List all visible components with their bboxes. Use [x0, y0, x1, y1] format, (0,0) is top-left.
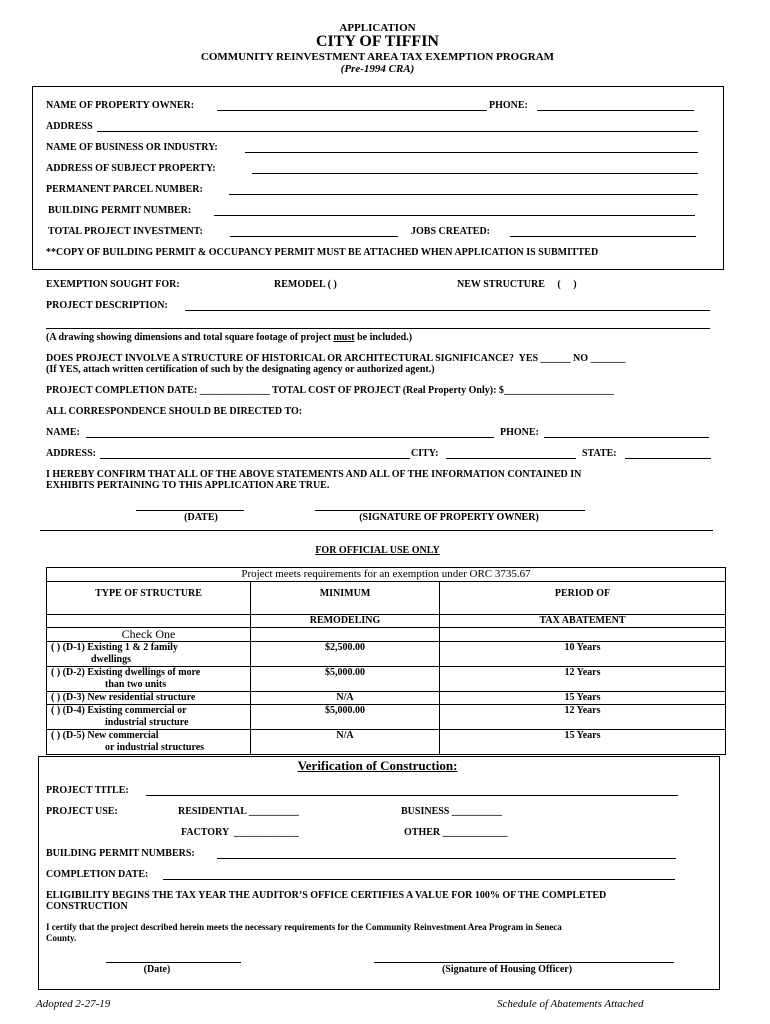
historic-question: DOES PROJECT INVOLVE A STRUCTURE OF HISTORICAL OR ARCHITECTURAL SIGNIFICANCE? YES ______ NO _______ [46, 353, 626, 364]
description-label: PROJECT DESCRIPTION: [46, 300, 168, 311]
structure-type-d2[interactable] [47, 667, 251, 692]
officer-signature-label: (Signature of Housing Officer) [441, 964, 573, 975]
row-period: 15 Years [440, 730, 726, 755]
certify-line-1: I certify that the project described herein meets the necessary requirements for the Community Reinvestment Area Program in Seneca [46, 922, 562, 932]
row-type-line2: dwellings [91, 654, 132, 665]
description-field-1[interactable] [185, 310, 710, 311]
project-title-field[interactable] [146, 795, 678, 796]
contact-address-field[interactable] [100, 458, 410, 459]
officer-date-field[interactable] [106, 962, 241, 963]
exemption-label: EXEMPTION SOUGHT FOR: [46, 279, 180, 290]
correspondence-label: ALL CORRESPONDENCE SHOULD BE DIRECTED TO: [46, 406, 303, 417]
business-option[interactable]: BUSINESS __________ [401, 806, 502, 817]
owner-address-field[interactable] [97, 131, 698, 132]
contact-phone-label: PHONE: [500, 427, 539, 438]
remodel-checkbox[interactable]: REMODEL ( ) [274, 279, 337, 290]
col-period-line1: PERIOD OF [554, 588, 611, 599]
empty-cell [440, 628, 726, 642]
permit-number-label: BUILDING PERMIT NUMBER: [48, 205, 192, 216]
investment-label: TOTAL PROJECT INVESTMENT: [48, 226, 203, 237]
program-title: COMMUNITY REINVESTMENT AREA TAX EXEMPTION PROGRAM [200, 51, 555, 63]
permit-numbers-label: BUILDING PERMIT NUMBERS: [46, 848, 195, 859]
structure-type-d5[interactable] [47, 730, 251, 755]
owner-phone-label: PHONE: [489, 100, 528, 111]
col-type-header: TYPE OF STRUCTURE [47, 582, 251, 615]
col-period-sub: TAX ABATEMENT [440, 615, 726, 628]
structure-type-d3[interactable] [47, 692, 251, 705]
program-subtitle: (Pre-1994 CRA) [340, 63, 415, 75]
row-type-line2: industrial structure [105, 717, 189, 728]
empty-cell [251, 628, 440, 642]
project-title-label: PROJECT TITLE: [46, 785, 129, 796]
jobs-created-label: JOBS CREATED: [411, 226, 490, 237]
contact-address-label: ADDRESS: [46, 448, 97, 459]
col-minimum-sub: REMODELING [251, 615, 440, 628]
row-type-line2: or industrial structures [105, 742, 205, 753]
section-divider [40, 530, 713, 531]
completion-date-field[interactable] [163, 879, 675, 880]
abatement-table [46, 567, 726, 755]
structure-type-d4[interactable] [47, 705, 251, 730]
residential-option[interactable]: RESIDENTIAL __________ [178, 806, 299, 817]
row-type-line1: ( ) (D-3) New residential structure [51, 692, 196, 703]
check-one-label: Check One [47, 628, 251, 642]
confirm-line-2: EXHIBITS PERTAINING TO THIS APPLICATION ARE TRUE. [46, 480, 330, 491]
table-row [47, 642, 726, 667]
owner-signature-label: (SIGNATURE OF PROPERTY OWNER) [359, 512, 539, 523]
city-title: CITY OF TIFFIN [316, 33, 439, 50]
certify-line-2: County. [46, 933, 77, 943]
contact-city-label: CITY: [411, 448, 439, 459]
row-type-line1: ( ) (D-1) Existing 1 & 2 family [51, 642, 178, 653]
permit-number-field[interactable] [214, 215, 695, 216]
col-minimum-header [251, 582, 440, 615]
official-use-heading: FOR OFFICIAL USE ONLY [315, 545, 440, 556]
subject-address-field[interactable] [252, 173, 698, 174]
investment-field[interactable] [230, 236, 398, 237]
row-minimum: N/A [251, 730, 440, 755]
row-period: 12 Years [440, 705, 726, 730]
row-period: 12 Years [440, 667, 726, 692]
row-period: 15 Years [440, 692, 726, 705]
row-minimum: $2,500.00 [251, 642, 440, 667]
structure-type-d1[interactable] [47, 642, 251, 667]
table-row [47, 667, 726, 692]
adopted-date: Adopted 2-27-19 [36, 998, 111, 1010]
application-label: APPLICATION [339, 22, 416, 34]
table-row [47, 692, 726, 705]
contact-state-label: STATE: [582, 448, 617, 459]
business-name-label: NAME OF BUSINESS OR INDUSTRY: [46, 142, 218, 153]
business-name-field[interactable] [245, 152, 698, 153]
table-row [47, 730, 726, 755]
permit-numbers-field[interactable] [217, 858, 676, 859]
verification-heading: Verification of Construction: [297, 758, 458, 773]
owner-phone-field[interactable] [537, 110, 694, 111]
abatement-table-title: Project meets requirements for an exemption under ORC 3735.67 [47, 568, 726, 582]
new-structure-checkbox[interactable]: NEW STRUCTURE ( ) [457, 279, 577, 290]
row-period: 10 Years [440, 642, 726, 667]
permit-copy-note: **COPY OF BUILDING PERMIT & OCCUPANCY PERMIT MUST BE ATTACHED WHEN APPLICATION IS SUBMITTED [46, 247, 599, 258]
other-option[interactable]: OTHER _____________ [404, 827, 508, 838]
row-type-line1: ( ) (D-2) Existing dwellings of more [51, 667, 201, 678]
description-field-2[interactable] [46, 328, 710, 329]
row-minimum: $5,000.00 [251, 667, 440, 692]
owner-signature-field[interactable] [315, 510, 585, 511]
owner-name-label: NAME OF PROPERTY OWNER: [46, 100, 195, 111]
schedule-note: Schedule of Abatements Attached [497, 998, 644, 1010]
drawing-note [46, 332, 412, 343]
owner-address-label: ADDRESS [46, 121, 93, 132]
parcel-number-field[interactable] [229, 194, 698, 195]
historic-note: (If YES, attach written certification of such by the designating agency or authorized agent.) [46, 364, 435, 375]
row-type-line2: than two units [105, 679, 167, 690]
col-type-sub [47, 615, 251, 628]
completion-date-label: COMPLETION DATE: [46, 869, 149, 880]
parcel-number-label: PERMANENT PARCEL NUMBER: [46, 184, 203, 195]
eligibility-line-2: CONSTRUCTION [46, 901, 128, 912]
row-type-line1: ( ) (D-5) New commercial [51, 730, 159, 741]
eligibility-line-1: ELIGIBILITY BEGINS THE TAX YEAR THE AUDITOR’S OFFICE CERTIFIES A VALUE FOR 100% OF THE COMPLETED [46, 890, 607, 901]
officer-signature-field[interactable] [374, 962, 674, 963]
subject-address-label: ADDRESS OF SUBJECT PROPERTY: [46, 163, 216, 174]
contact-phone-field[interactable] [544, 437, 709, 438]
owner-info-box [32, 86, 724, 270]
owner-date-label: (DATE) [184, 512, 218, 523]
project-use-label: PROJECT USE: [46, 806, 118, 817]
contact-name-label: NAME: [46, 427, 80, 438]
factory-option[interactable]: FACTORY _____________ [181, 827, 299, 838]
table-row [47, 705, 726, 730]
owner-date-field[interactable] [136, 510, 244, 511]
jobs-created-field[interactable] [510, 236, 696, 237]
drawing-note-pre: (A drawing showing dimensions and total square footage of project [46, 332, 334, 343]
row-minimum: $5,000.00 [251, 705, 440, 730]
contact-name-field[interactable] [86, 437, 494, 438]
drawing-note-post: be included.) [354, 332, 413, 343]
drawing-note-must: must [333, 332, 355, 343]
col-period-header [440, 582, 726, 615]
owner-name-field[interactable] [217, 110, 487, 111]
contact-state-field[interactable] [625, 458, 711, 459]
officer-date-label: (Date) [143, 964, 171, 975]
contact-city-field[interactable] [446, 458, 576, 459]
row-minimum: N/A [251, 692, 440, 705]
col-minimum-line1: MINIMUM [319, 588, 371, 599]
completion-cost-line: PROJECT COMPLETION DATE: ______________ TOTAL COST OF PROJECT (Real Property Only): $______________________ [46, 385, 614, 396]
confirm-line-1: I HEREBY CONFIRM THAT ALL OF THE ABOVE STATEMENTS AND ALL OF THE INFORMATION CONTAINED IN [46, 469, 582, 480]
row-type-line1: ( ) (D-4) Existing commercial or [51, 705, 187, 716]
